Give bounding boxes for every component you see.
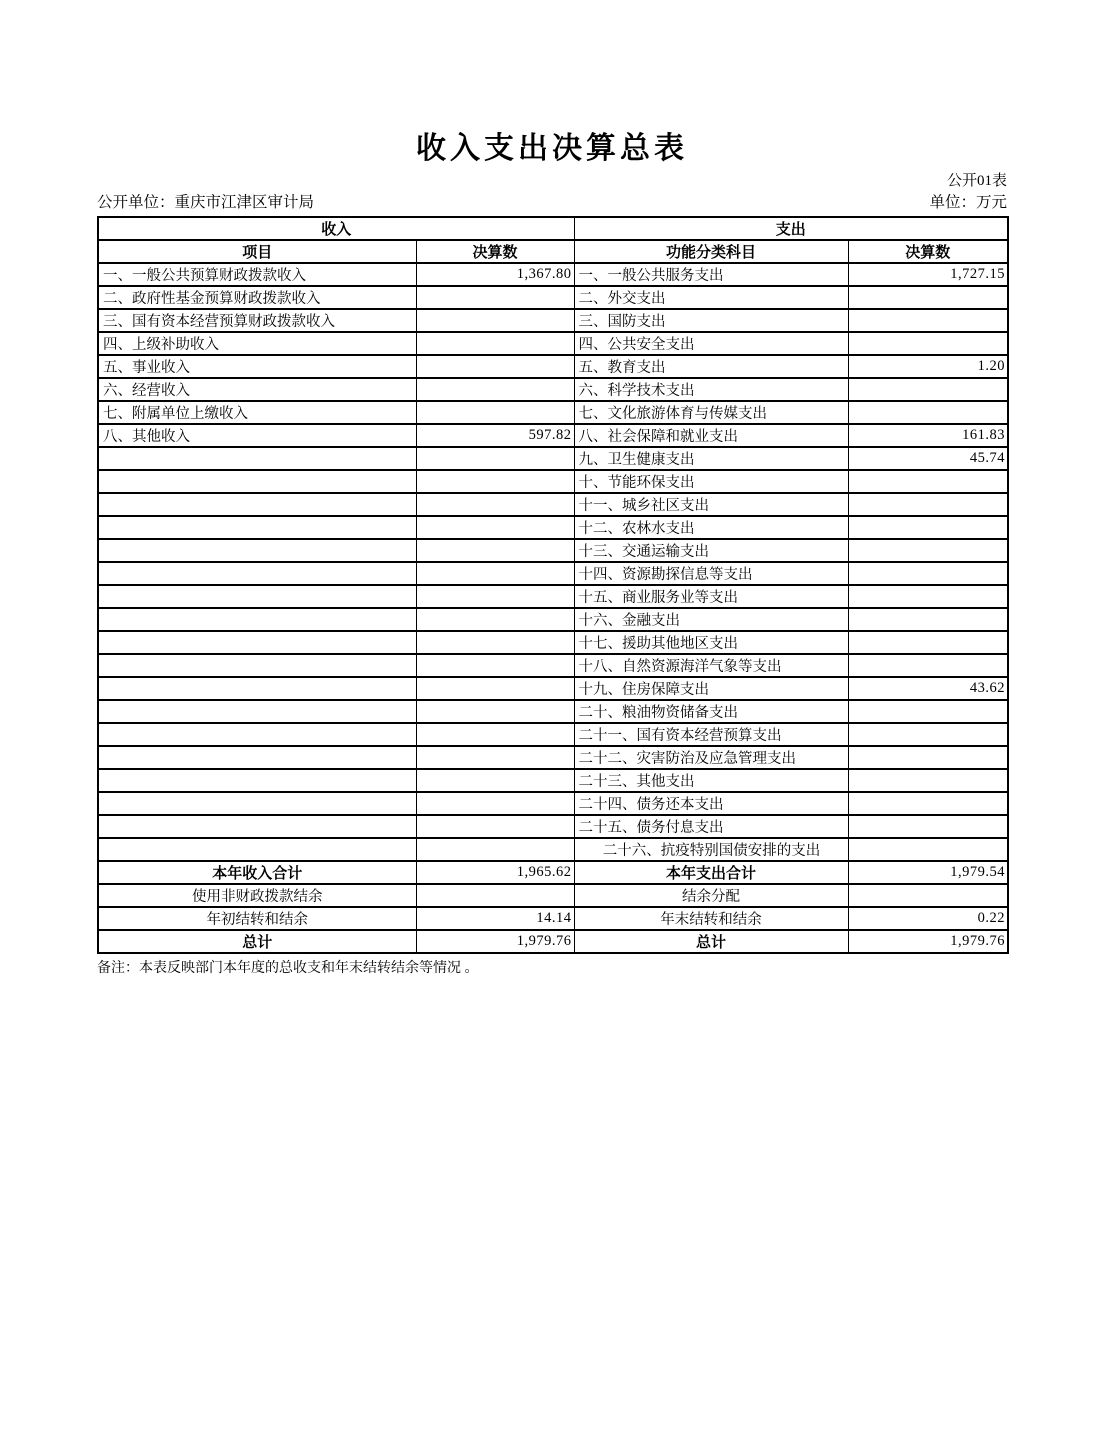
income-amount-cell: [416, 332, 574, 355]
income-amount-cell: 1,979.76: [416, 930, 574, 953]
expenditure-item-cell: 总计: [574, 930, 848, 953]
budget-table: [97, 216, 1009, 954]
income-item-cell: [98, 562, 416, 585]
income-item-cell: 五、事业收入: [98, 355, 416, 378]
table-row: [98, 470, 1008, 493]
footer-note: 备注：本表反映部门本年度的总收支和年末结转结余等情况 。: [97, 961, 479, 976]
expenditure-amount-cell: [848, 401, 1008, 424]
income-amount-cell: [416, 792, 574, 815]
income-item-cell: 三、国有资本经营预算财政拨款收入: [98, 309, 416, 332]
summary-row-nonfiscal: [98, 884, 1008, 907]
expenditure-item-cell: 十三、交通运输支出: [574, 539, 848, 562]
income-amount-cell: [416, 401, 574, 424]
income-amount-cell: 1,367.80: [416, 263, 574, 286]
table-header: [98, 217, 1008, 263]
expenditure-item-cell: 二十、粮油物资储备支出: [574, 700, 848, 723]
unit-label: 单位：万元: [929, 194, 1007, 211]
table-body: [98, 263, 1008, 861]
expenditure-item-cell: 十四、资源勘探信息等支出: [574, 562, 848, 585]
expenditure-amount-cell: [848, 493, 1008, 516]
table-row: [98, 654, 1008, 677]
expenditure-amount-cell: [848, 539, 1008, 562]
expenditure-amount-cell: [848, 746, 1008, 769]
table-row: [98, 539, 1008, 562]
income-item-cell: [98, 746, 416, 769]
income-amount-cell: [416, 884, 574, 907]
expenditure-amount-cell: [848, 792, 1008, 815]
income-item-cell: [98, 654, 416, 677]
expenditure-item-cell: 一、一般公共服务支出: [574, 263, 848, 286]
summary-row-grand-total: [98, 930, 1008, 953]
income-item-cell: 四、上级补助收入: [98, 332, 416, 355]
income-amount-cell: [416, 286, 574, 309]
income-amount-cell: [416, 539, 574, 562]
table-row: [98, 746, 1008, 769]
table-row: [98, 700, 1008, 723]
expenditure-amount-cell: [848, 654, 1008, 677]
expenditure-item-cell: 十五、商业服务业等支出: [574, 585, 848, 608]
income-item-cell: 七、附属单位上缴收入: [98, 401, 416, 424]
income-item-cell: [98, 447, 416, 470]
column-header-income-amount: 决算数: [416, 240, 574, 263]
income-amount-cell: [416, 815, 574, 838]
expenditure-item-cell: 二十五、债务付息支出: [574, 815, 848, 838]
expenditure-amount-cell: [848, 608, 1008, 631]
expenditure-item-cell: 本年支出合计: [574, 861, 848, 884]
expenditure-amount-cell: 1.20: [848, 355, 1008, 378]
expenditure-amount-cell: 1,979.76: [848, 930, 1008, 953]
income-item-cell: 本年收入合计: [98, 861, 416, 884]
expenditure-item-cell: 十九、住房保障支出: [574, 677, 848, 700]
expenditure-item-cell: 七、文化旅游体育与传媒支出: [574, 401, 848, 424]
expenditure-amount-cell: [848, 815, 1008, 838]
expenditure-amount-cell: [848, 769, 1008, 792]
expenditure-item-cell: 五、教育支出: [574, 355, 848, 378]
expenditure-item-cell: 二十四、债务还本支出: [574, 792, 848, 815]
expenditure-item-cell: 十八、自然资源海洋气象等支出: [574, 654, 848, 677]
expenditure-amount-cell: [848, 631, 1008, 654]
income-amount-cell: 1,965.62: [416, 861, 574, 884]
expenditure-amount-cell: [848, 286, 1008, 309]
expenditure-item-cell: 九、卫生健康支出: [574, 447, 848, 470]
income-item-cell: [98, 723, 416, 746]
expenditure-amount-cell: [848, 700, 1008, 723]
income-item-cell: [98, 493, 416, 516]
expenditure-item-cell: 二、外交支出: [574, 286, 848, 309]
expenditure-item-cell: 十一、城乡社区支出: [574, 493, 848, 516]
expenditure-amount-cell: [848, 884, 1008, 907]
expenditure-section-header: 支出: [574, 217, 1008, 240]
document-sheet: [97, 0, 1007, 978]
expenditure-item-cell: 三、国防支出: [574, 309, 848, 332]
expenditure-item-cell: 二十六、抗疫特别国债安排的支出: [574, 838, 848, 861]
expenditure-item-cell: 四、公共安全支出: [574, 332, 848, 355]
income-amount-cell: [416, 470, 574, 493]
expenditure-item-cell: 二十三、其他支出: [574, 769, 848, 792]
income-amount-cell: [416, 838, 574, 861]
income-item-cell: [98, 769, 416, 792]
expenditure-amount-cell: [848, 723, 1008, 746]
expenditure-amount-cell: 1,979.54: [848, 861, 1008, 884]
table-row: [98, 516, 1008, 539]
table-row: [98, 332, 1008, 355]
expenditure-amount-cell: [848, 332, 1008, 355]
income-item-cell: [98, 608, 416, 631]
expenditure-amount-cell: 1,727.15: [848, 263, 1008, 286]
table-row: [98, 723, 1008, 746]
income-item-cell: 一、一般公共预算财政拨款收入: [98, 263, 416, 286]
table-row: [98, 378, 1008, 401]
income-item-cell: [98, 677, 416, 700]
table-row: [98, 401, 1008, 424]
income-item-cell: [98, 516, 416, 539]
expenditure-item-cell: 十、节能环保支出: [574, 470, 848, 493]
unit-line: [97, 193, 1007, 213]
publisher-label: 公开单位：重庆市江津区审计局: [97, 194, 315, 211]
income-item-cell: 二、政府性基金预算财政拨款收入: [98, 286, 416, 309]
table-row: [98, 677, 1008, 700]
income-amount-cell: [416, 378, 574, 401]
expenditure-amount-cell: [848, 309, 1008, 332]
expenditure-amount-cell: 0.22: [848, 907, 1008, 930]
table-row: [98, 585, 1008, 608]
table-row: [98, 769, 1008, 792]
table-row: [98, 424, 1008, 447]
income-amount-cell: [416, 677, 574, 700]
table-row: [98, 286, 1008, 309]
income-amount-cell: [416, 723, 574, 746]
expenditure-amount-cell: [848, 838, 1008, 861]
income-item-cell: [98, 631, 416, 654]
income-item-cell: [98, 470, 416, 493]
income-item-cell: [98, 792, 416, 815]
expenditure-amount-cell: 161.83: [848, 424, 1008, 447]
income-amount-cell: 14.14: [416, 907, 574, 930]
table-row: [98, 815, 1008, 838]
table-row: [98, 263, 1008, 286]
income-amount-cell: [416, 516, 574, 539]
income-amount-cell: [416, 654, 574, 677]
income-amount-cell: [416, 769, 574, 792]
table-row: [98, 608, 1008, 631]
income-item-cell: 使用非财政拨款结余: [98, 884, 416, 907]
table-row: [98, 631, 1008, 654]
income-amount-cell: [416, 585, 574, 608]
expenditure-item-cell: 六、科学技术支出: [574, 378, 848, 401]
section-header-row: [98, 217, 1008, 240]
income-item-cell: [98, 815, 416, 838]
column-header-exp-item: 功能分类科目: [574, 240, 848, 263]
table-row: [98, 447, 1008, 470]
income-item-cell: 年初结转和结余: [98, 907, 416, 930]
table-row: [98, 838, 1008, 861]
table-row: [98, 309, 1008, 332]
income-item-cell: 总计: [98, 930, 416, 953]
income-item-cell: [98, 700, 416, 723]
income-amount-cell: [416, 447, 574, 470]
table-row: [98, 562, 1008, 585]
income-item-cell: [98, 539, 416, 562]
income-amount-cell: [416, 562, 574, 585]
expenditure-item-cell: 十二、农林水支出: [574, 516, 848, 539]
income-amount-cell: [416, 309, 574, 332]
expenditure-amount-cell: [848, 585, 1008, 608]
table-row: [98, 792, 1008, 815]
column-header-row: [98, 240, 1008, 263]
column-header-exp-amount: 决算数: [848, 240, 1008, 263]
expenditure-item-cell: 年末结转和结余: [574, 907, 848, 930]
summary-row-total-year: [98, 861, 1008, 884]
expenditure-item-cell: 十七、援助其他地区支出: [574, 631, 848, 654]
expenditure-item-cell: 二十二、灾害防治及应急管理支出: [574, 746, 848, 769]
expenditure-amount-cell: 43.62: [848, 677, 1008, 700]
expenditure-item-cell: 八、社会保障和就业支出: [574, 424, 848, 447]
page-title: 收入支出决算总表: [416, 132, 688, 165]
income-item-cell: [98, 838, 416, 861]
income-amount-cell: [416, 746, 574, 769]
income-item-cell: [98, 585, 416, 608]
summary-row-carryover: [98, 907, 1008, 930]
income-amount-cell: [416, 355, 574, 378]
table-row: [98, 355, 1008, 378]
income-section-header: 收入: [98, 217, 574, 240]
expenditure-amount-cell: [848, 470, 1008, 493]
expenditure-item-cell: 十六、金融支出: [574, 608, 848, 631]
expenditure-amount-cell: [848, 378, 1008, 401]
table-summary: [98, 861, 1008, 953]
income-item-cell: 六、经营收入: [98, 378, 416, 401]
income-amount-cell: [416, 608, 574, 631]
expenditure-item-cell: 结余分配: [574, 884, 848, 907]
income-amount-cell: [416, 493, 574, 516]
expenditure-amount-cell: 45.74: [848, 447, 1008, 470]
table-code: 公开01表: [946, 173, 1007, 189]
expenditure-amount-cell: [848, 516, 1008, 539]
income-amount-cell: [416, 700, 574, 723]
income-amount-cell: [416, 631, 574, 654]
table-row: [98, 493, 1008, 516]
expenditure-item-cell: 二十一、国有资本经营预算支出: [574, 723, 848, 746]
income-amount-cell: 597.82: [416, 424, 574, 447]
income-item-cell: 八、其他收入: [98, 424, 416, 447]
column-header-income-item: 项目: [98, 240, 416, 263]
expenditure-amount-cell: [848, 562, 1008, 585]
